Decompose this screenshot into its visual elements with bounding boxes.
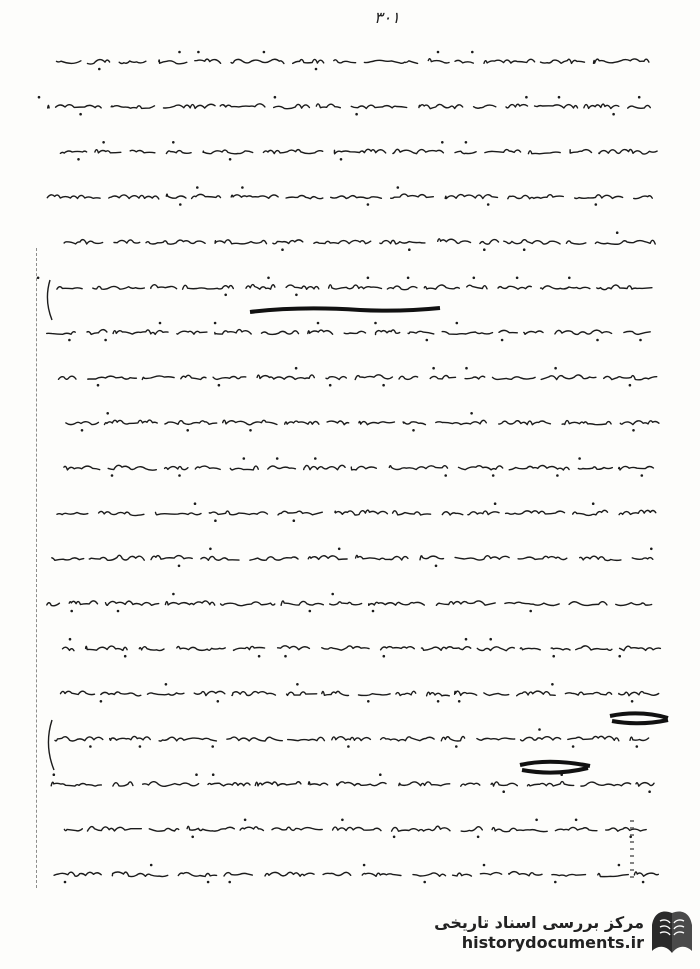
handwritten-line <box>59 367 657 387</box>
handwritten-line <box>54 864 658 884</box>
handwritten-line <box>51 773 654 793</box>
handwritten-line <box>37 277 652 297</box>
handwritten-line <box>64 457 654 477</box>
watermark-text <box>434 913 644 953</box>
handwritten-line <box>47 322 651 342</box>
handwritten-line <box>63 638 661 658</box>
handwritten-line <box>57 502 656 522</box>
handwritten-line <box>64 231 655 251</box>
watermark-title: مرکز بررسی اسناد تاریخی <box>434 913 644 932</box>
handwritten-line <box>47 186 652 206</box>
margin-bracket <box>47 280 54 770</box>
handwritten-line <box>55 728 649 748</box>
handwritten-line <box>38 96 651 116</box>
ink-underline <box>250 308 440 312</box>
handwritten-line <box>52 548 653 568</box>
handwritten-line <box>47 593 652 613</box>
handwritten-line <box>61 683 659 703</box>
ink-strikeout <box>610 713 668 723</box>
open-book-icon <box>650 907 694 959</box>
watermark-logo <box>394 903 694 963</box>
handwritten-line <box>60 141 657 161</box>
ink-strikeout <box>520 762 590 773</box>
page-number: ۳۰۱ <box>374 8 400 27</box>
watermark-url: historydocuments.ir <box>461 933 644 952</box>
handwritten-line <box>64 819 646 839</box>
handwritten-line <box>66 412 659 432</box>
handwritten-line <box>57 51 649 71</box>
